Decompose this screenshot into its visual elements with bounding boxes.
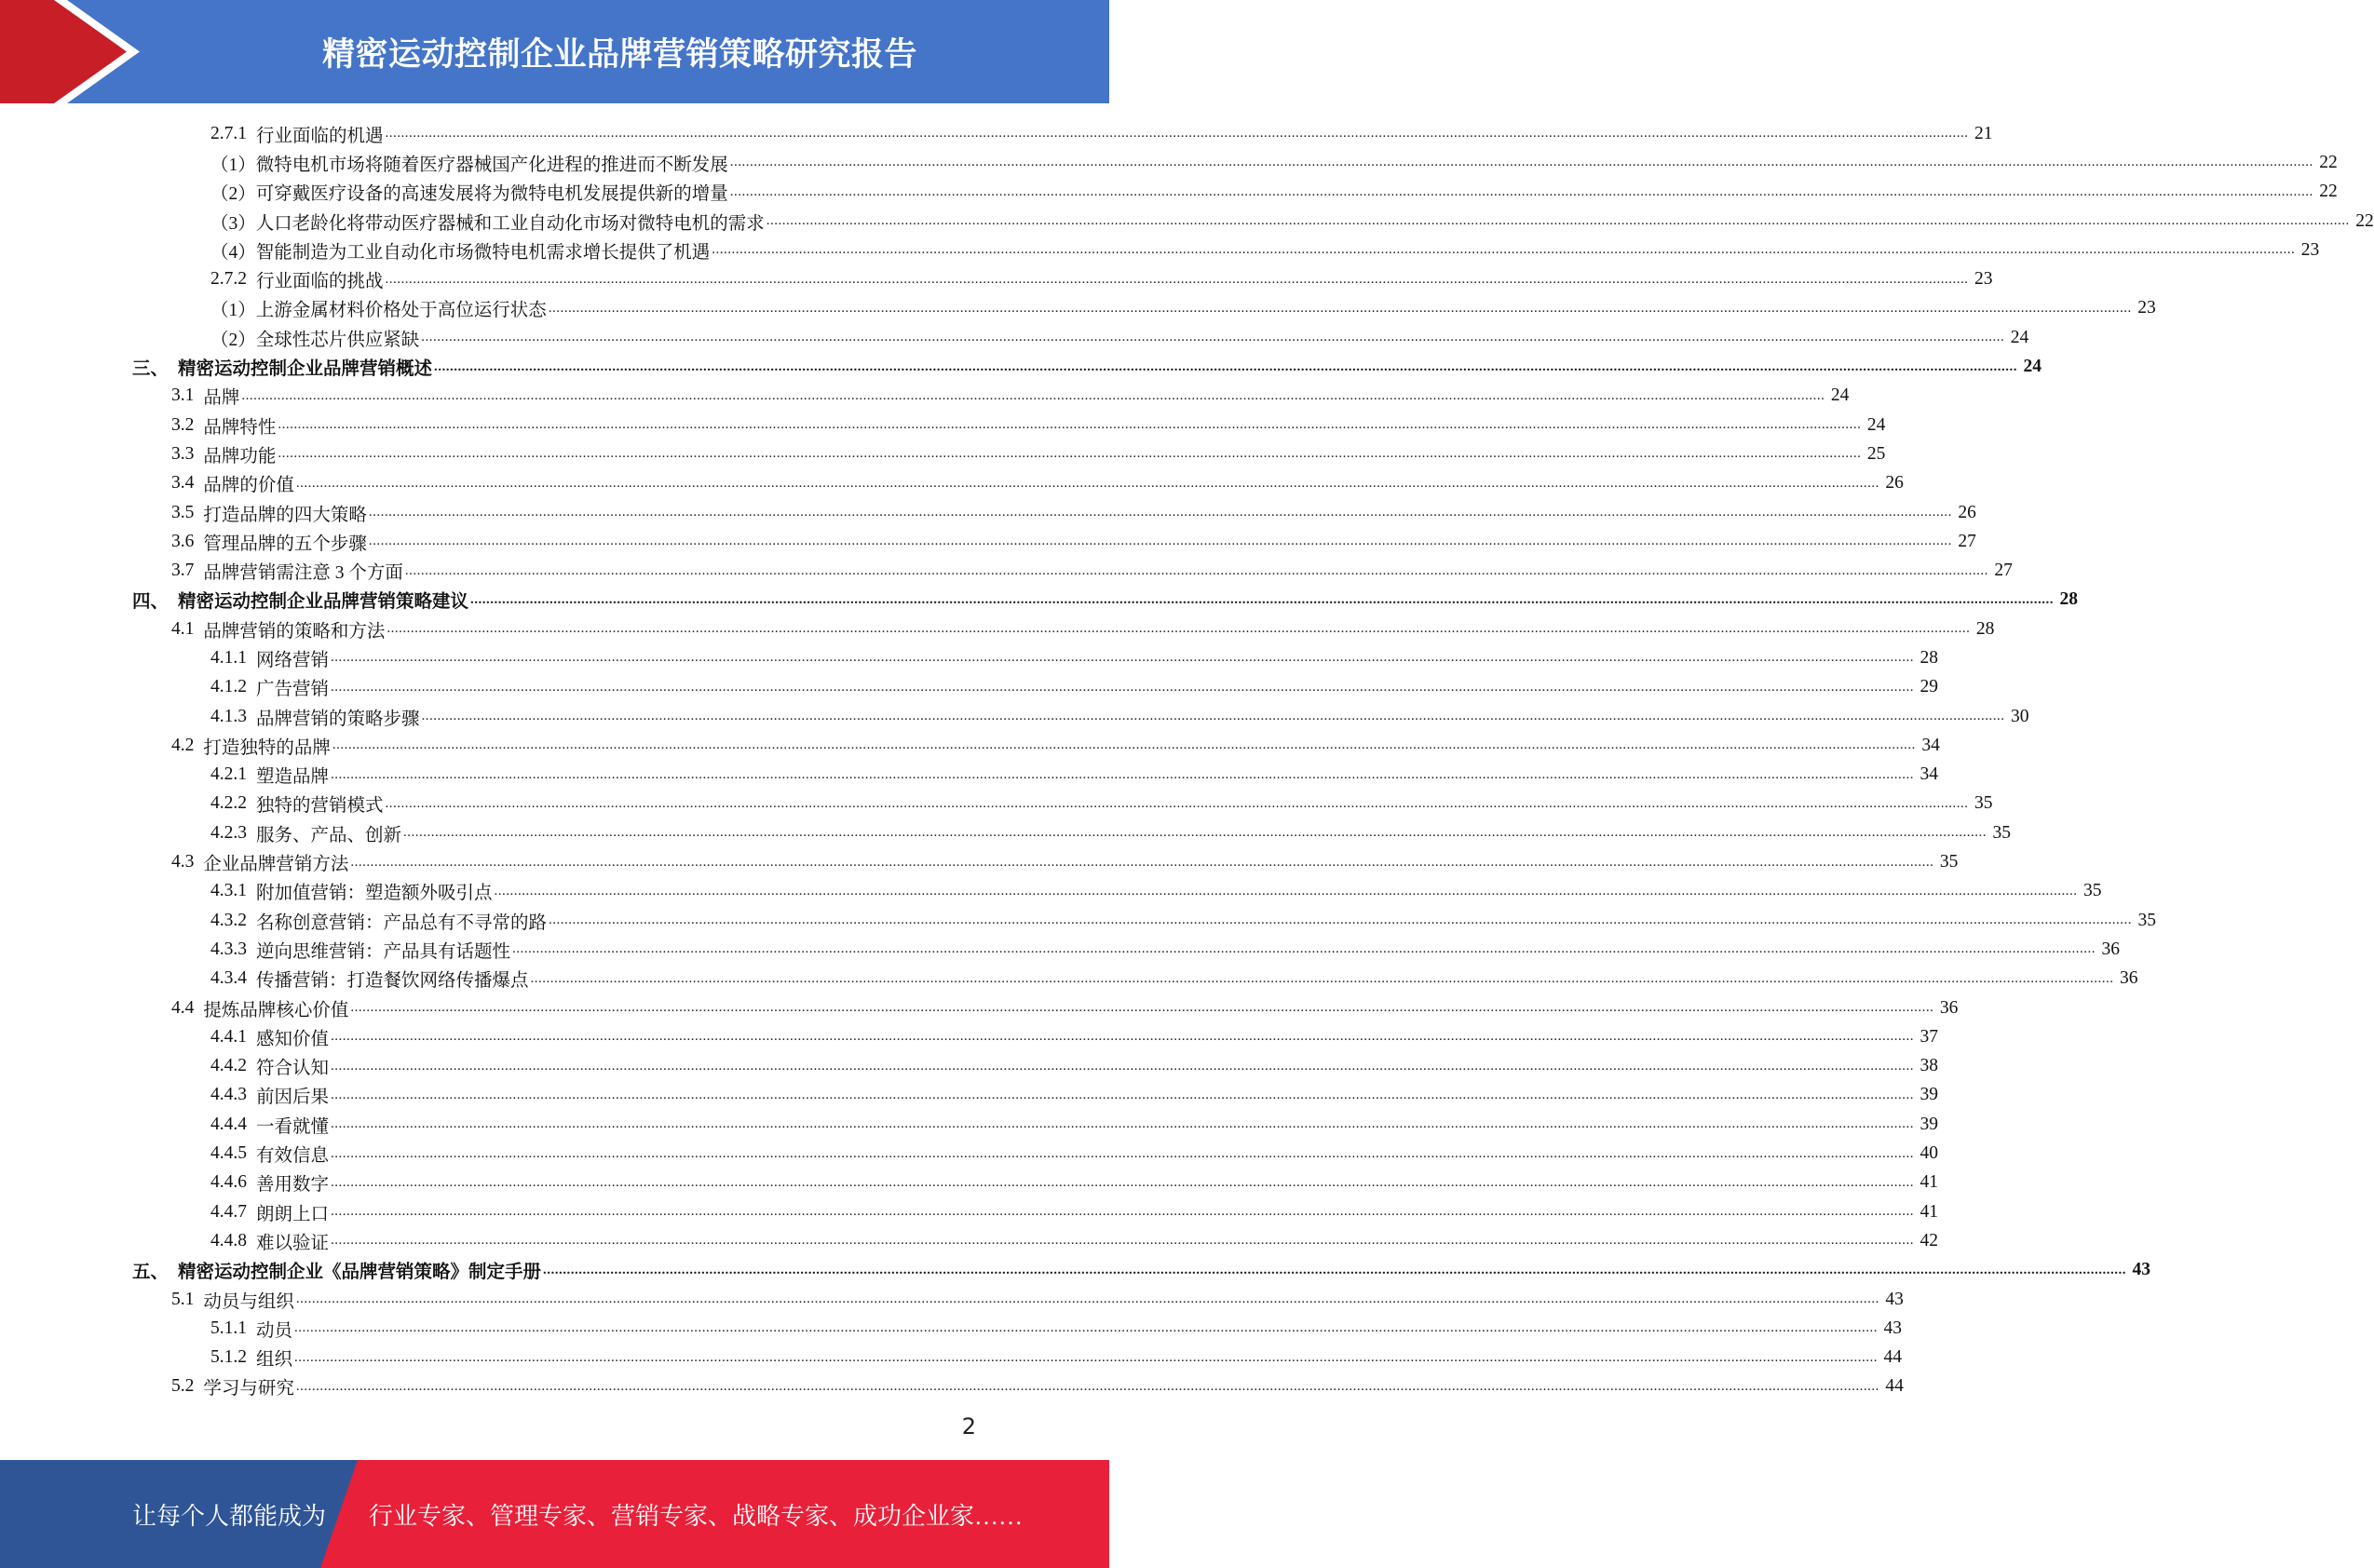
toc-entry-number: （2） bbox=[210, 330, 256, 350]
footer-slogan-left: 让每个人都能成为 bbox=[132, 1502, 327, 1530]
toc-entry-title: 传播营销：打造餐饮网络传播爆点 bbox=[256, 971, 529, 992]
toc-entry-number: 三、 bbox=[132, 359, 170, 380]
toc-leader-dots: ................................................................................................................................................................................................................................................................................................................................................................................................................ bbox=[385, 795, 1969, 811]
toc-entry-page: 28 bbox=[1975, 618, 1995, 639]
toc-entry[interactable] bbox=[0, 643, 1939, 672]
toc-leader-dots: ................................................................................................................................................................................................................................................................................................................................................................................................................ bbox=[729, 155, 2313, 170]
toc-entry-page: 41 bbox=[1920, 1201, 1939, 1222]
toc-entry-title: 服务、产品、创新 bbox=[256, 825, 402, 845]
footer-slogan-right: 行业专家、管理专家、营销专家、战略专家、成功企业家…… bbox=[369, 1502, 1024, 1530]
toc-entry-page: 37 bbox=[1920, 1026, 1939, 1047]
toc-entry-page: 44 bbox=[1885, 1376, 1904, 1397]
toc-entry-number: 5.1 bbox=[171, 1289, 195, 1309]
toc-entry-title: 品牌功能 bbox=[203, 446, 277, 466]
toc-entry[interactable] bbox=[0, 148, 2338, 177]
header-arrow-decoration bbox=[0, 0, 149, 103]
toc-leader-dots: ................................................................................................................................................................................................................................................................................................................................................................................................................ bbox=[350, 1000, 1934, 1016]
toc-leader-dots: ................................................................................................................................................................................................................................................................................................................................................................................................................ bbox=[331, 1145, 1915, 1161]
toc-entry-number: 4.3.1 bbox=[210, 881, 247, 901]
toc-entry[interactable] bbox=[0, 1052, 1939, 1081]
toc-entry-number: 3.3 bbox=[171, 443, 195, 464]
toc-entry-number: 4.4.5 bbox=[210, 1143, 247, 1164]
toc-entry-title: 智能制造为工业自动化市场微特电机需求增长提供了机遇 bbox=[255, 242, 711, 263]
toc-entry-title: 打造品牌的四大策略 bbox=[203, 505, 367, 525]
toc-entry-title: 品牌营销需注意 3 个方面 bbox=[203, 563, 403, 584]
toc-entry-title: 上游金属材料价格处于高位运行状态 bbox=[255, 301, 547, 321]
toc-entry-page: 35 bbox=[2083, 881, 2102, 901]
toc-leader-dots: ................................................................................................................................................................................................................................................................................................................................................................................................................ bbox=[278, 417, 1862, 433]
toc-entry-title: 全球性芯片供应紧缺 bbox=[255, 330, 420, 350]
toc-leader-dots: ................................................................................................................................................................................................................................................................................................................................................................................................................ bbox=[331, 1233, 1915, 1249]
toc-entry-page: 36 bbox=[2101, 939, 2121, 959]
toc-entry[interactable] bbox=[0, 1226, 1939, 1255]
toc-entry-number: 4.4.4 bbox=[210, 1114, 247, 1134]
toc-entry-page: 24 bbox=[1830, 385, 1850, 406]
toc-entry[interactable] bbox=[0, 439, 1886, 468]
toc-entry-number: 4.2.1 bbox=[210, 764, 247, 785]
toc-entry-title: 独特的营销模式 bbox=[256, 796, 384, 817]
toc-entry[interactable] bbox=[0, 264, 1993, 293]
toc-leader-dots: ................................................................................................................................................................................................................................................................................................................................................................................................................ bbox=[403, 825, 1987, 841]
toc-entry[interactable] bbox=[0, 527, 1976, 556]
toc-leader-dots: ................................................................................................................................................................................................................................................................................................................................................................................................................ bbox=[434, 358, 2018, 374]
toc-entry-number: 3.6 bbox=[171, 531, 195, 551]
toc-leader-dots: ................................................................................................................................................................................................................................................................................................................................................................................................................ bbox=[295, 1291, 1879, 1307]
toc-entry-page: 27 bbox=[1994, 561, 2013, 581]
toc-leader-dots: ................................................................................................................................................................................................................................................................................................................................................................................................................ bbox=[331, 1116, 1915, 1132]
toc-entry-page: 43 bbox=[1883, 1318, 1903, 1338]
toc-entry-title: 管理品牌的五个步骤 bbox=[203, 534, 367, 554]
toc-entry-number: 4.4 bbox=[171, 997, 195, 1018]
toc-leader-dots: ................................................................................................................................................................................................................................................................................................................................................................................................................ bbox=[512, 941, 2096, 957]
toc-entry[interactable] bbox=[0, 294, 2156, 323]
toc-entry[interactable] bbox=[0, 1139, 1939, 1168]
toc-leader-dots: ................................................................................................................................................................................................................................................................................................................................................................................................................ bbox=[494, 883, 2078, 899]
toc-entry[interactable] bbox=[0, 790, 1993, 818]
toc-leader-dots: ................................................................................................................................................................................................................................................................................................................................................................................................................ bbox=[332, 737, 1916, 753]
toc-entry-number: 4.1.3 bbox=[210, 706, 247, 726]
page-number: 2 bbox=[961, 1413, 976, 1440]
toc-entry[interactable] bbox=[0, 119, 1993, 148]
toc-leader-dots: ................................................................................................................................................................................................................................................................................................................................................................................................................ bbox=[421, 330, 2005, 345]
toc-entry[interactable] bbox=[0, 411, 1886, 439]
toc-entry-title: 塑造品牌 bbox=[256, 767, 330, 788]
toc-entry-number: 4.4.8 bbox=[210, 1230, 247, 1250]
toc-entry-page: 39 bbox=[1920, 1085, 1939, 1105]
toc-entry-title: 动员与组织 bbox=[203, 1291, 294, 1312]
toc-entry[interactable] bbox=[0, 702, 2029, 731]
toc-entry-page: 29 bbox=[1920, 677, 1939, 697]
toc-entry-number: 3.4 bbox=[171, 473, 195, 493]
toc-leader-dots: ................................................................................................................................................................................................................................................................................................................................................................................................................ bbox=[712, 242, 2296, 258]
toc-entry-title: 感知价值 bbox=[256, 1029, 330, 1049]
toc-leader-dots: ................................................................................................................................................................................................................................................................................................................................................................................................................ bbox=[294, 1320, 1879, 1336]
toc-entry-page: 42 bbox=[1920, 1230, 1939, 1250]
toc-entry-number: 4.2 bbox=[171, 735, 195, 755]
toc-leader-dots: ................................................................................................................................................................................................................................................................................................................................................................................................................ bbox=[331, 679, 1915, 695]
toc-leader-dots: ................................................................................................................................................................................................................................................................................................................................................................................................................ bbox=[241, 387, 1825, 403]
toc-leader-dots: ................................................................................................................................................................................................................................................................................................................................................................................................................ bbox=[278, 446, 1862, 462]
table-of-contents bbox=[0, 119, 2374, 1401]
toc-entry-number: 4.4.6 bbox=[210, 1172, 247, 1193]
toc-entry-number: 4.4.1 bbox=[210, 1026, 247, 1047]
toc-entry-number: 4.2.3 bbox=[210, 822, 247, 843]
toc-entry[interactable] bbox=[0, 586, 2079, 615]
toc-entry-title: 符合认知 bbox=[256, 1059, 330, 1079]
toc-entry[interactable] bbox=[0, 178, 2338, 207]
toc-entry-title: 广告营销 bbox=[256, 680, 330, 700]
page-footer bbox=[0, 1460, 1109, 1568]
toc-entry-page: 36 bbox=[1939, 997, 1959, 1018]
toc-entry-title: 人口老龄化将带动医疗器械和工业自动化市场对微特电机的需求 bbox=[255, 213, 765, 234]
toc-entry-title: 一看就懂 bbox=[256, 1116, 330, 1137]
toc-entry[interactable] bbox=[0, 323, 2029, 352]
toc-entry-number: 3.5 bbox=[171, 502, 195, 522]
toc-entry-title: 难以验证 bbox=[256, 1233, 330, 1253]
toc-entry-number: 4.1.2 bbox=[210, 677, 247, 697]
toc-entry-page: 35 bbox=[1992, 822, 2012, 843]
toc-leader-dots: ................................................................................................................................................................................................................................................................................................................................................................................................................ bbox=[331, 1204, 1915, 1220]
toc-entry-title: 行业面临的挑战 bbox=[256, 272, 384, 292]
toc-entry-title: 企业品牌营销方法 bbox=[203, 855, 349, 875]
toc-entry-number: 4.2.2 bbox=[210, 793, 247, 814]
toc-entry-title: 可穿戴医疗设备的高速发展将为微特电机发展提供新的增量 bbox=[255, 184, 728, 205]
toc-entry[interactable] bbox=[0, 615, 1995, 643]
toc-entry-page: 44 bbox=[1883, 1347, 1903, 1368]
toc-entry-number: 4.3.4 bbox=[210, 968, 247, 989]
toc-leader-dots: ................................................................................................................................................................................................................................................................................................................................................................................................................ bbox=[470, 591, 2055, 607]
toc-leader-dots: ................................................................................................................................................................................................................................................................................................................................................................................................................ bbox=[331, 1087, 1915, 1102]
toc-entry-title: 打造独特的品牌 bbox=[203, 737, 331, 758]
toc-entry-number: 4.1 bbox=[171, 618, 195, 639]
toc-entry-page: 27 bbox=[1958, 531, 1976, 551]
toc-entry[interactable] bbox=[0, 1081, 1939, 1110]
toc-entry-page: 22 bbox=[2319, 182, 2338, 202]
toc-entry[interactable] bbox=[0, 731, 1940, 760]
toc-entry-page: 35 bbox=[1939, 852, 1959, 872]
toc-entry-number: 4.1.1 bbox=[210, 647, 247, 668]
toc-entry-title: 精密运动控制企业《品牌营销策略》制定手册 bbox=[178, 1263, 542, 1283]
toc-entry-page: 22 bbox=[2319, 152, 2338, 172]
toc-entry-number: 2.7.1 bbox=[210, 123, 247, 143]
toc-entry-title: 精密运动控制企业品牌营销策略建议 bbox=[178, 592, 469, 613]
toc-leader-dots: ................................................................................................................................................................................................................................................................................................................................................................................................................ bbox=[387, 621, 1971, 637]
toc-leader-dots: ................................................................................................................................................................................................................................................................................................................................................................................................................ bbox=[385, 126, 1969, 142]
toc-entry-page: 23 bbox=[1974, 269, 1993, 290]
toc-entry[interactable] bbox=[0, 965, 2138, 994]
toc-entry-title: 逆向思维营销：产品具有话题性 bbox=[256, 941, 511, 962]
toc-entry-page: 30 bbox=[2011, 706, 2029, 726]
toc-entry-number: 3.7 bbox=[171, 561, 195, 581]
toc-entry-page: 23 bbox=[2300, 239, 2320, 260]
toc-entry[interactable] bbox=[0, 1022, 1939, 1051]
toc-entry-page: 34 bbox=[1920, 764, 1939, 785]
toc-entry-number: 5.1.1 bbox=[210, 1318, 247, 1338]
toc-entry-page: 39 bbox=[1920, 1114, 1939, 1134]
toc-leader-dots: ................................................................................................................................................................................................................................................................................................................................................................................................................ bbox=[421, 709, 2005, 724]
toc-leader-dots: ................................................................................................................................................................................................................................................................................................................................................................................................................ bbox=[766, 213, 2350, 229]
toc-entry[interactable] bbox=[0, 469, 1904, 498]
toc-entry[interactable] bbox=[0, 1372, 1904, 1401]
toc-entry-title: 善用数字 bbox=[256, 1175, 330, 1196]
toc-entry[interactable] bbox=[0, 847, 1959, 876]
toc-leader-dots: ................................................................................................................................................................................................................................................................................................................................................................................................................ bbox=[295, 475, 1879, 491]
toc-entry[interactable] bbox=[0, 382, 1850, 411]
toc-leader-dots: ................................................................................................................................................................................................................................................................................................................................................................................................................ bbox=[368, 505, 1952, 520]
toc-entry-number: 5.2 bbox=[171, 1376, 195, 1397]
toc-entry[interactable] bbox=[0, 1197, 1939, 1226]
toc-entry-number: 5.1.2 bbox=[210, 1347, 247, 1368]
toc-leader-dots: ................................................................................................................................................................................................................................................................................................................................................................................................................ bbox=[368, 534, 1952, 549]
toc-entry[interactable] bbox=[0, 761, 1939, 790]
toc-entry-page: 28 bbox=[1920, 647, 1939, 668]
toc-entry-title: 品牌营销的策略步骤 bbox=[256, 709, 420, 729]
toc-entry-number: 2.7.2 bbox=[210, 269, 247, 290]
toc-entry-page: 26 bbox=[1885, 473, 1904, 493]
toc-entry-title: 组织 bbox=[256, 1350, 293, 1371]
toc-leader-dots: ................................................................................................................................................................................................................................................................................................................................................................................................................ bbox=[295, 1378, 1879, 1394]
toc-entry-title: 网络营销 bbox=[256, 650, 330, 670]
toc-entry[interactable] bbox=[0, 1314, 1903, 1343]
toc-leader-dots: ................................................................................................................................................................................................................................................................................................................................................................................................................ bbox=[530, 970, 2114, 986]
page-title: 精密运动控制企业品牌营销策略研究报告 bbox=[321, 35, 917, 74]
toc-entry-number: 3.2 bbox=[171, 414, 195, 435]
toc-entry-page: 24 bbox=[2010, 327, 2029, 347]
toc-entry-page: 36 bbox=[2120, 968, 2138, 989]
toc-entry[interactable] bbox=[0, 236, 2320, 264]
toc-leader-dots: ................................................................................................................................................................................................................................................................................................................................................................................................................ bbox=[331, 1174, 1915, 1190]
toc-entry-number: 四、 bbox=[132, 592, 170, 613]
toc-entry[interactable] bbox=[0, 673, 1939, 702]
toc-leader-dots: ................................................................................................................................................................................................................................................................................................................................................................................................................ bbox=[549, 912, 2133, 928]
toc-entry-title: 朗朗上口 bbox=[256, 1204, 330, 1224]
toc-entry-title: 动员 bbox=[256, 1320, 293, 1341]
toc-entry[interactable] bbox=[0, 1285, 1904, 1314]
toc-leader-dots: ................................................................................................................................................................................................................................................................................................................................................................................................................ bbox=[385, 271, 1969, 287]
toc-entry[interactable] bbox=[0, 935, 2121, 964]
toc-entry-number: 4.3 bbox=[171, 852, 195, 872]
toc-entry-title: 学习与研究 bbox=[203, 1379, 294, 1399]
toc-leader-dots: ................................................................................................................................................................................................................................................................................................................................................................................................................ bbox=[331, 1029, 1915, 1045]
toc-entry-page: 26 bbox=[1958, 502, 1976, 522]
toc-leader-dots: ................................................................................................................................................................................................................................................................................................................................................................................................................ bbox=[729, 183, 2313, 199]
toc-leader-dots: ................................................................................................................................................................................................................................................................................................................................................................................................................ bbox=[331, 650, 1915, 666]
toc-entry[interactable] bbox=[0, 877, 2102, 906]
toc-entry-title: 提炼品牌核心价值 bbox=[203, 1000, 349, 1021]
toc-entry-page: 41 bbox=[1920, 1172, 1939, 1193]
toc-entry-title: 品牌特性 bbox=[203, 417, 277, 438]
toc-entry-number: （1） bbox=[210, 301, 256, 321]
toc-entry-page: 40 bbox=[1920, 1143, 1939, 1164]
toc-entry-page: 22 bbox=[2355, 210, 2374, 231]
toc-entry[interactable] bbox=[0, 994, 1959, 1022]
toc-leader-dots: ................................................................................................................................................................................................................................................................................................................................................................................................................ bbox=[404, 562, 1988, 578]
toc-leader-dots: ................................................................................................................................................................................................................................................................................................................................................................................................................ bbox=[548, 300, 2132, 316]
toc-leader-dots: ................................................................................................................................................................................................................................................................................................................................................................................................................ bbox=[294, 1349, 1879, 1365]
toc-entry-page: 43 bbox=[1885, 1289, 1904, 1309]
toc-entry[interactable] bbox=[0, 498, 1976, 527]
toc-entry-title: 前因后果 bbox=[256, 1088, 330, 1108]
toc-entry-number: 4.3.3 bbox=[210, 939, 247, 959]
toc-entry-title: 行业面临的机遇 bbox=[256, 126, 384, 146]
toc-entry-page: 35 bbox=[1974, 793, 1993, 814]
toc-entry[interactable] bbox=[0, 1256, 2151, 1285]
toc-entry-title: 微特电机市场将随着医疗器械国产化进程的推进而不断发展 bbox=[255, 155, 728, 175]
toc-entry-page: 28 bbox=[2059, 589, 2079, 610]
toc-entry-page: 24 bbox=[2023, 357, 2042, 377]
toc-entry-number: 4.3.2 bbox=[210, 910, 247, 930]
toc-entry-title: 附加值营销：塑造额外吸引点 bbox=[256, 884, 493, 904]
toc-entry[interactable] bbox=[0, 352, 2042, 381]
toc-entry-number: （1） bbox=[210, 155, 256, 175]
toc-entry-page: 23 bbox=[2137, 298, 2156, 318]
toc-entry-title: 品牌的价值 bbox=[203, 476, 294, 496]
toc-entry-number: 4.4.3 bbox=[210, 1085, 247, 1105]
toc-entry-number: （2） bbox=[210, 184, 256, 205]
toc-entry-number: 五、 bbox=[132, 1263, 170, 1283]
toc-entry-title: 名称创意营销：产品总有不寻常的路 bbox=[256, 912, 548, 933]
toc-entry[interactable] bbox=[0, 207, 2374, 236]
toc-entry-number: 4.4.7 bbox=[210, 1201, 247, 1222]
page-header bbox=[0, 0, 1109, 103]
toc-entry-page: 43 bbox=[2132, 1260, 2151, 1280]
toc-leader-dots: ................................................................................................................................................................................................................................................................................................................................................................................................................ bbox=[543, 1262, 2127, 1277]
toc-leader-dots: ................................................................................................................................................................................................................................................................................................................................................................................................................ bbox=[350, 854, 1934, 870]
toc-entry-page: 21 bbox=[1974, 123, 1993, 143]
toc-leader-dots: ................................................................................................................................................................................................................................................................................................................................................................................................................ bbox=[331, 766, 1915, 782]
toc-entry-number: 4.4.2 bbox=[210, 1056, 247, 1076]
toc-entry[interactable] bbox=[0, 1169, 1939, 1197]
toc-entry-title: 品牌营销的策略和方法 bbox=[203, 621, 386, 642]
toc-entry-number: 3.1 bbox=[171, 385, 195, 406]
toc-entry[interactable] bbox=[0, 1110, 1939, 1139]
toc-entry-page: 25 bbox=[1866, 443, 1886, 464]
toc-entry[interactable] bbox=[0, 1343, 1903, 1372]
toc-entry[interactable] bbox=[0, 818, 2012, 847]
toc-entry-page: 34 bbox=[1921, 735, 1940, 755]
toc-entry-page: 35 bbox=[2137, 910, 2157, 930]
toc-entry-page: 38 bbox=[1920, 1056, 1939, 1076]
toc-entry[interactable] bbox=[0, 556, 2013, 585]
toc-entry-page: 24 bbox=[1866, 414, 1886, 435]
toc-entry[interactable] bbox=[0, 906, 2157, 935]
toc-entry-title: 精密运动控制企业品牌营销概述 bbox=[178, 359, 433, 380]
toc-leader-dots: ................................................................................................................................................................................................................................................................................................................................................................................................................ bbox=[331, 1058, 1915, 1074]
toc-entry-number: （4） bbox=[210, 242, 256, 263]
toc-entry-number: （3） bbox=[210, 213, 256, 234]
toc-entry-title: 有效信息 bbox=[256, 1146, 330, 1167]
toc-entry-title: 品牌 bbox=[203, 388, 240, 409]
